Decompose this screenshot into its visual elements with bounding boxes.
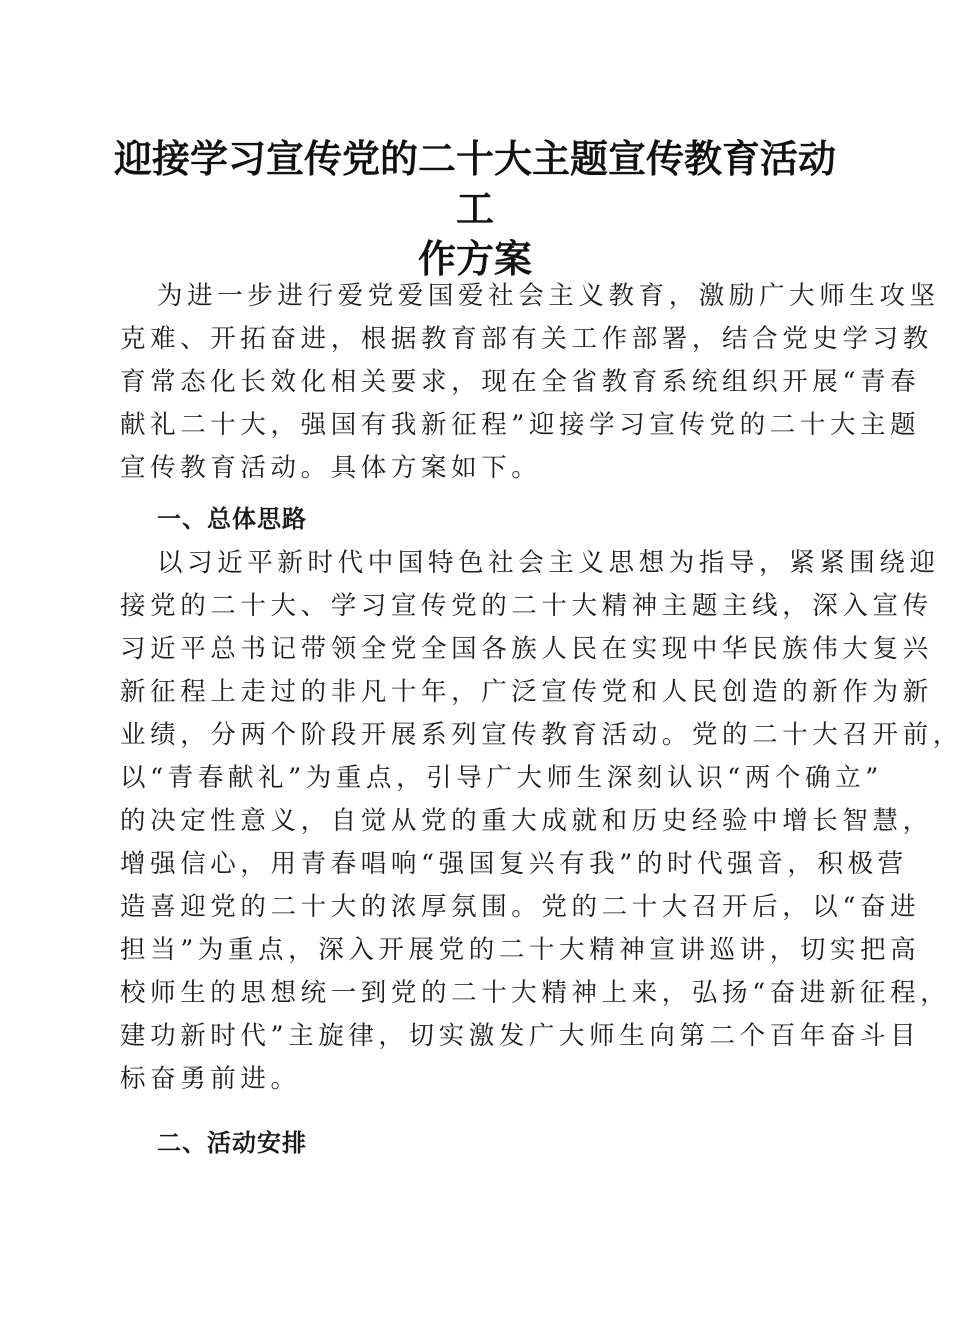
intro-paragraph (120, 275, 940, 490)
section-heading-activity-arrangement: 二、活动安排 (157, 1129, 307, 1157)
text-line: 新征程上走过的非凡十年，广泛宣传党和人民创造的新作为新 (120, 677, 933, 707)
text-line: 增强信心，用青春唱响“强国复兴有我”的时代强音，积极营 (120, 849, 908, 879)
text-line: 宣传教育活动。具体方案如下。 (120, 453, 542, 483)
text-line: 以习近平新时代中国特色社会主义思想为指导，紧紧围绕迎 (157, 548, 940, 578)
text-line: 为进一步进行爱党爱国爱社会主义教育，激励广大师生攻坚 (157, 281, 940, 311)
text-line: 克难、开拓奋进，根据教育部有关工作部署，结合党史学习教 (120, 324, 933, 354)
text-line: 造喜迎党的二十大的浓厚氛围。党的二十大召开后，以“奋进 (120, 892, 921, 922)
text-line: 标奋勇前进。 (120, 1064, 301, 1094)
text-line: 校师生的思想统一到党的二十大精神上来，弘扬“奋进新征程， (120, 978, 951, 1008)
text-line: 接党的二十大、学习宣传党的二十大精神主题主线，深入宣传 (120, 591, 933, 621)
title-line-1: 迎接学习宣传党的二十大主题宣传教育活动工 (113, 136, 836, 231)
section-heading-overall-approach: 一、总体思路 (157, 505, 307, 533)
title-line-2: 作方案 (417, 236, 532, 281)
section1-paragraph (120, 542, 963, 1101)
text-line: 的决定性意义，自觉从党的重大成就和历史经验中增长智慧， (120, 806, 933, 836)
text-line: 建功新时代”主旋律，切实激发广大师生向第二个百年奋斗目 (120, 1021, 921, 1051)
text-line: 以“青春献礼”为重点，引导广大师生深刻认识“两个确立” (120, 763, 883, 793)
document-title (100, 134, 850, 284)
text-line: 习近平总书记带领全党全国各族人民在实现中华民族伟大复兴 (120, 634, 933, 664)
text-line: 献礼二十大，强国有我新征程”迎接学习宣传党的二十大主题 (120, 410, 921, 440)
text-line: 育常态化长效化相关要求，现在全省教育系统组织开展“青春 (120, 367, 921, 397)
text-line: 担当”为重点，深入开展党的二十大精神宣讲巡讲，切实把高 (120, 935, 921, 965)
text-line: 业绩，分两个阶段开展系列宣传教育活动。党的二十大召开前， (120, 720, 963, 750)
